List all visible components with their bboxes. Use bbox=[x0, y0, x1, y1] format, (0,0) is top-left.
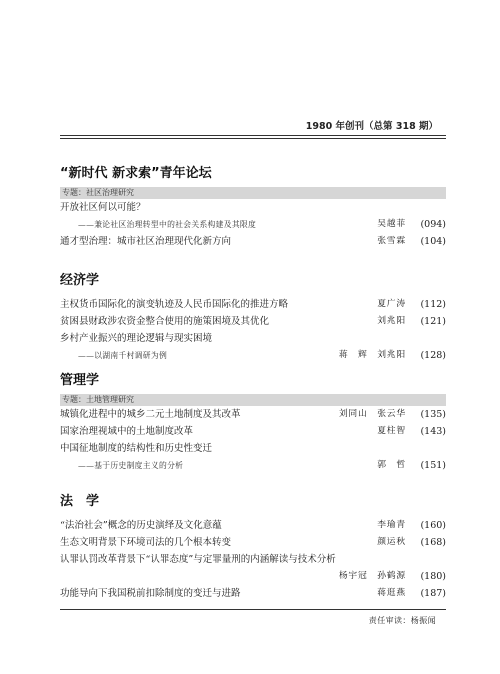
toc-section bbox=[60, 165, 446, 250]
entry-authors: 刘兆阳 bbox=[377, 316, 406, 326]
entry-title: 乡村产业振兴的理论逻辑与现实困境 bbox=[60, 333, 213, 344]
topic-label: 专题：社区治理研究 bbox=[60, 187, 446, 199]
toc-entry[interactable] bbox=[60, 313, 446, 330]
entry-authors: 颜运秋 bbox=[377, 537, 406, 547]
toc-entry[interactable] bbox=[60, 585, 446, 602]
entry-subtitle: ——基于历史制度主义的分析 bbox=[78, 461, 184, 470]
responsible-editor: 责任审读：杨振闻 bbox=[368, 616, 436, 625]
entry-authors: 郭 哲 bbox=[377, 460, 406, 470]
toc-entry[interactable] bbox=[60, 457, 446, 474]
entry-authors: 蒋 辉 刘兆阳 bbox=[338, 350, 406, 360]
header-rule-2 bbox=[60, 138, 446, 139]
toc-entry[interactable] bbox=[60, 330, 446, 347]
header-rule bbox=[60, 135, 446, 136]
entry-authors: 杨宇冠 孙鹤源 bbox=[338, 571, 406, 581]
toc-entry[interactable] bbox=[60, 440, 446, 457]
entry-title: 生态文明背景下环境司法的几个根本转变 bbox=[60, 537, 232, 548]
entry-page: (112) bbox=[420, 299, 446, 310]
toc-entry[interactable] bbox=[60, 233, 446, 250]
entry-page: (143) bbox=[420, 426, 446, 437]
entry-title: 国家治理视域中的土地制度改革 bbox=[60, 426, 194, 437]
entry-title: 贫困县财政涉农资金整合使用的施策困境及其优化 bbox=[60, 316, 270, 327]
entry-authors: 李瑜青 bbox=[377, 520, 406, 530]
entry-title: 主权货币国际化的演变轨迹及人民币国际化的推进方略 bbox=[60, 299, 289, 310]
entry-authors: 夏广涛 bbox=[377, 299, 406, 309]
entry-page: (187) bbox=[420, 588, 446, 599]
entry-title: 中国征地制度的结构性和历史性变迁 bbox=[60, 443, 213, 454]
topic-label: 专题：土地管理研究 bbox=[60, 394, 446, 406]
toc-entry[interactable] bbox=[60, 568, 446, 585]
entry-title: 认罪认罚改革背景下“认罪态度”与定罪量刑的内涵解读与技术分析 bbox=[60, 554, 336, 565]
entry-title: 开放社区何以可能？ bbox=[60, 202, 146, 213]
toc-section bbox=[60, 493, 446, 602]
entry-page: (135) bbox=[420, 409, 446, 420]
toc-entry[interactable] bbox=[60, 551, 446, 568]
entry-page: (128) bbox=[420, 350, 446, 361]
section-title: “新时代 新求索”青年论坛 bbox=[60, 166, 212, 181]
toc-section bbox=[60, 272, 446, 364]
entry-page: (121) bbox=[420, 316, 446, 327]
entry-title: “法治社会”概念的历史演绎及文化意蕴 bbox=[60, 520, 222, 531]
founded-note: 1980 年创刊（总第 318 期） bbox=[305, 121, 438, 132]
entry-authors: 吴越菲 bbox=[377, 219, 406, 229]
toc-entry[interactable] bbox=[60, 199, 446, 216]
entry-title: 功能导向下我国税前扣除制度的变迁与进路 bbox=[60, 588, 241, 599]
entry-page: (151) bbox=[420, 460, 446, 471]
entry-authors: 夏柱智 bbox=[377, 426, 406, 436]
toc-entry[interactable] bbox=[60, 216, 446, 233]
toc-entry[interactable] bbox=[60, 406, 446, 423]
toc-section bbox=[60, 372, 446, 474]
entry-page: (168) bbox=[420, 537, 446, 548]
entry-subtitle: ——兼论社区治理转型中的社会关系构建及其限度 bbox=[78, 220, 257, 229]
toc-entry[interactable] bbox=[60, 296, 446, 313]
entry-authors: 张雪霖 bbox=[377, 236, 406, 246]
entry-page: (160) bbox=[420, 520, 446, 531]
section-title: 法 学 bbox=[60, 494, 100, 509]
toc-entry[interactable] bbox=[60, 347, 446, 364]
entry-authors: 蒋逛燕 bbox=[377, 588, 406, 598]
entry-title: 城镇化进程中的城乡二元土地制度及其改革 bbox=[60, 409, 241, 420]
section-title: 管理学 bbox=[60, 373, 100, 388]
toc-entry[interactable] bbox=[60, 517, 446, 534]
toc-entry[interactable] bbox=[60, 423, 446, 440]
entry-page: (104) bbox=[420, 236, 446, 247]
footer-rule bbox=[60, 609, 446, 610]
section-title: 经济学 bbox=[60, 273, 100, 288]
entry-authors: 刘同山 张云华 bbox=[338, 409, 406, 419]
entry-page: (094) bbox=[420, 219, 446, 230]
toc-entry[interactable] bbox=[60, 534, 446, 551]
entry-page: (180) bbox=[420, 571, 446, 582]
entry-subtitle: ——以湖南千村调研为例 bbox=[78, 351, 168, 360]
entry-title: 通才型治理：城市社区治理现代化新方向 bbox=[60, 236, 232, 247]
